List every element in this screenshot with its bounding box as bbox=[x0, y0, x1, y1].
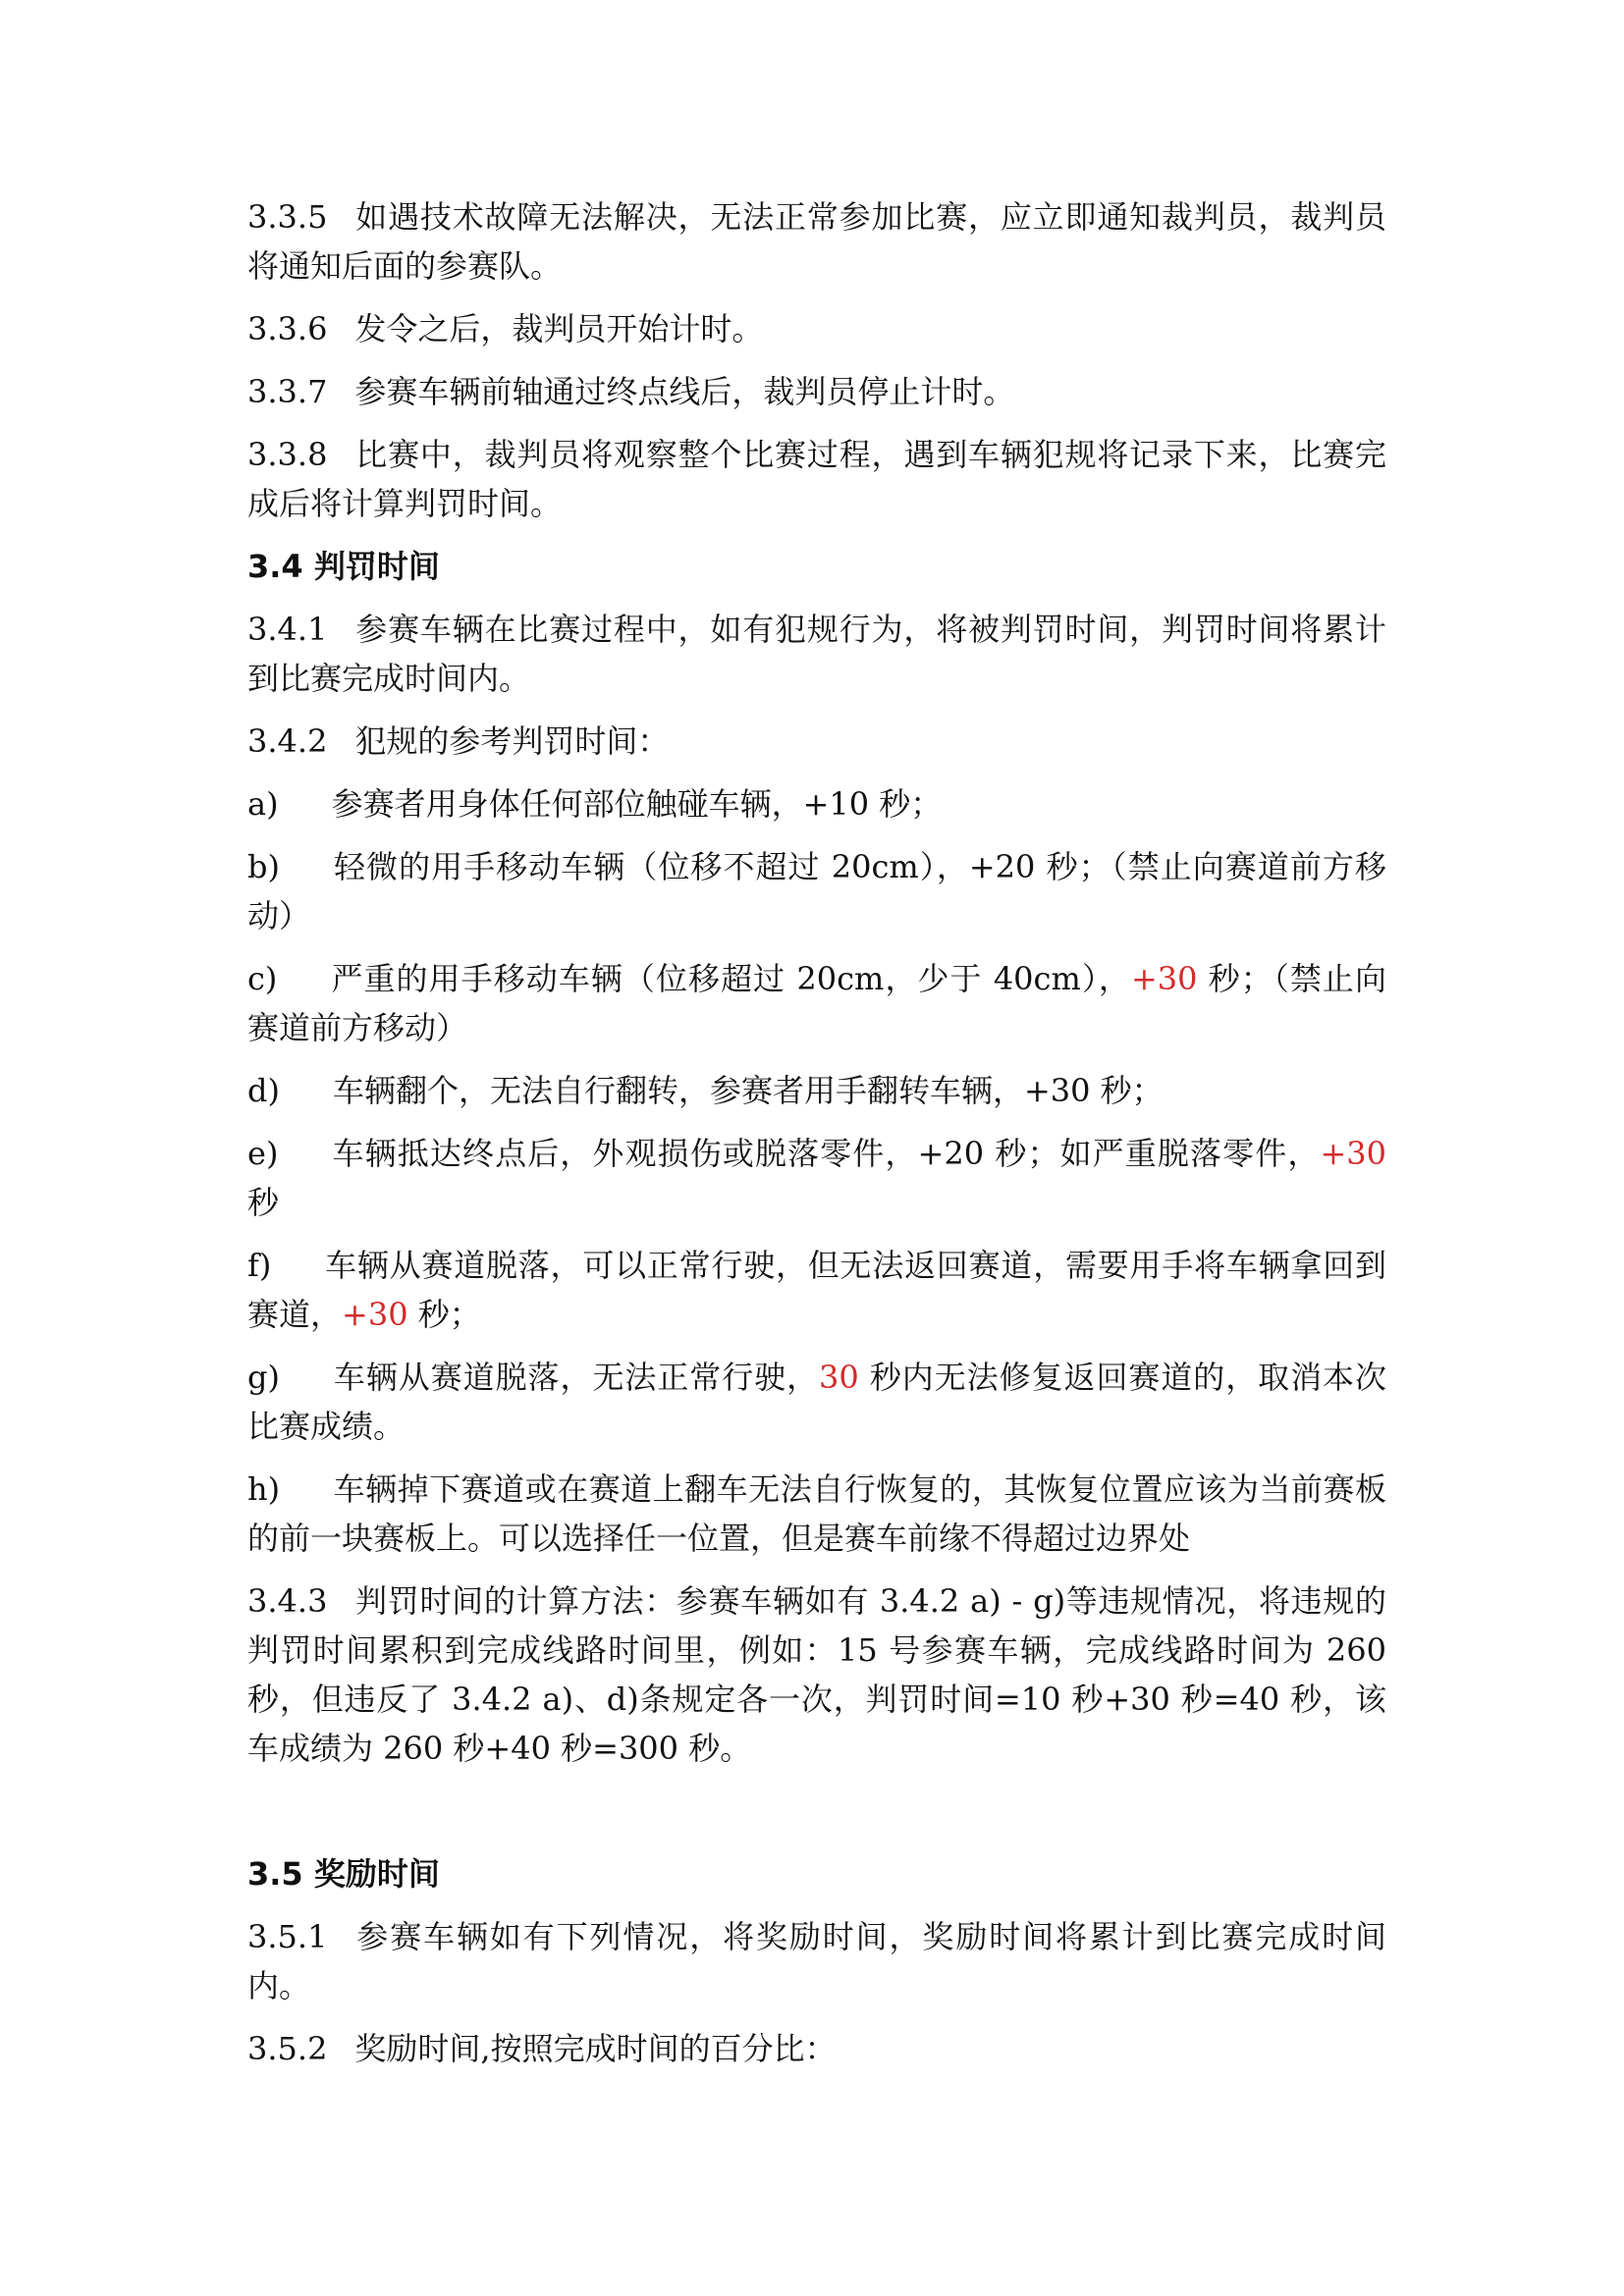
item-text: 严重的用手移动车辆（位移超过 20cm，少于 40cm）， bbox=[330, 960, 1131, 997]
item-label: e) bbox=[247, 1135, 279, 1172]
clause-number: 3.5.1 bbox=[247, 1918, 328, 1955]
document-page bbox=[247, 192, 1386, 2087]
item-text: 车辆翻个，无法自行翻转，参赛者用手翻转车辆，+30 秒； bbox=[332, 1072, 1164, 1109]
clause-3-3-8 bbox=[247, 430, 1386, 528]
highlight-penalty: +30 bbox=[1320, 1135, 1386, 1172]
item-text: 车辆掉下赛道或在赛道上翻车无法自行恢复的，其恢复位置应该为当前赛板的前一块赛板上。可以选择任一位置，但是赛车前缘不得超过边界处 bbox=[247, 1470, 1386, 1557]
penalty-item-f bbox=[247, 1241, 1386, 1339]
item-label: b) bbox=[247, 848, 280, 885]
clause-number: 3.3.6 bbox=[247, 310, 328, 347]
highlight-penalty: +30 bbox=[342, 1296, 408, 1333]
clause-3-4-3 bbox=[247, 1576, 1386, 1773]
item-label: g) bbox=[247, 1359, 280, 1396]
clause-text: 参赛车辆如有下列情况，将奖励时间，奖励时间将累计到比赛完成时间内。 bbox=[247, 1918, 1386, 2004]
item-label: d) bbox=[247, 1072, 280, 1109]
clause-3-3-6 bbox=[247, 304, 1386, 353]
clause-text: 比赛中，裁判员将观察整个比赛过程，遇到车辆犯规将记录下来，比赛完成后将计算判罚时间。 bbox=[247, 436, 1386, 522]
clause-3-4-2 bbox=[247, 717, 1386, 766]
clause-3-3-5 bbox=[247, 192, 1386, 291]
item-label: h) bbox=[247, 1470, 281, 1508]
penalty-item-d bbox=[247, 1066, 1386, 1115]
highlight-penalty: 30 bbox=[819, 1359, 859, 1396]
clause-text: 判罚时间的计算方法：参赛车辆如有 3.4.2 a) - g)等违规情况，将违规的判罚时间累积到完成线路时间里，例如：15 号参赛车辆，完成线路时间为 260 秒，但违反了 3.4.2 a)、d)条规定各一次，判罚时间=10 秒+30 秒=40 秒，该车成绩为 260 秒+40 秒=300 秒。 bbox=[247, 1582, 1386, 1767]
item-text: 秒； bbox=[407, 1296, 481, 1333]
section-heading-3-4: 3.4 判罚时间 bbox=[247, 548, 440, 585]
clause-text: 如遇技术故障无法解决，无法正常参加比赛，应立即通知裁判员，裁判员将通知后面的参赛队。 bbox=[247, 198, 1386, 285]
clause-number: 3.3.7 bbox=[247, 373, 328, 410]
penalty-item-h bbox=[247, 1465, 1386, 1563]
penalty-item-g bbox=[247, 1353, 1386, 1451]
clause-number: 3.3.8 bbox=[247, 436, 328, 473]
clause-3-4-1 bbox=[247, 605, 1386, 703]
section-heading-3-5: 3.5 奖励时间 bbox=[247, 1855, 440, 1893]
penalty-item-a bbox=[247, 779, 1386, 828]
highlight-penalty: +30 bbox=[1130, 960, 1198, 997]
item-text: 秒内无法修复返回赛道的，取消本次比赛成绩。 bbox=[247, 1359, 1386, 1445]
clause-3-5-1 bbox=[247, 1912, 1386, 2010]
clause-text: 参赛车辆在比赛过程中，如有犯规行为，将被判罚时间，判罚时间将累计到比赛完成时间内。 bbox=[247, 611, 1386, 697]
clause-number: 3.5.2 bbox=[247, 2030, 328, 2067]
clause-text: 发令之后，裁判员开始计时。 bbox=[354, 310, 764, 347]
clause-number: 3.3.5 bbox=[247, 198, 328, 236]
clause-number: 3.4.3 bbox=[247, 1582, 328, 1620]
clause-text: 奖励时间,按照完成时间的百分比： bbox=[354, 2030, 837, 2067]
clause-text: 参赛车辆前轴通过终点线后，裁判员停止计时。 bbox=[354, 373, 1015, 410]
item-text: 车辆从赛道脱落，可以正常行驶，但无法返回赛道，需要用手将车辆拿回到赛道， bbox=[247, 1247, 1386, 1333]
item-text: 车辆从赛道脱落，无法正常行驶， bbox=[332, 1359, 820, 1396]
clause-number: 3.4.1 bbox=[247, 611, 328, 648]
penalty-item-c bbox=[247, 954, 1386, 1052]
section-spacer bbox=[247, 1787, 1386, 1849]
item-text: 秒 bbox=[247, 1184, 280, 1221]
penalty-item-b bbox=[247, 842, 1386, 940]
penalty-item-e bbox=[247, 1129, 1386, 1227]
item-text: 秒；（禁止向赛道前方移动） bbox=[247, 960, 1386, 1046]
item-label: a) bbox=[247, 785, 279, 823]
item-text: 轻微的用手移动车辆（位移不超过 20cm），+20 秒；（禁止向赛道前方移动） bbox=[247, 848, 1386, 934]
clause-number: 3.4.2 bbox=[247, 722, 328, 760]
item-text: 参赛者用身体任何部位触碰车辆，+10 秒； bbox=[331, 785, 943, 823]
item-label: c) bbox=[247, 960, 278, 997]
clause-text: 犯规的参考判罚时间： bbox=[354, 722, 670, 760]
item-text: 车辆抵达终点后，外观损伤或脱落零件，+20 秒；如严重脱落零件， bbox=[331, 1135, 1321, 1172]
clause-3-5-2 bbox=[247, 2024, 1386, 2073]
clause-3-3-7 bbox=[247, 367, 1386, 416]
item-label: f) bbox=[247, 1247, 272, 1284]
